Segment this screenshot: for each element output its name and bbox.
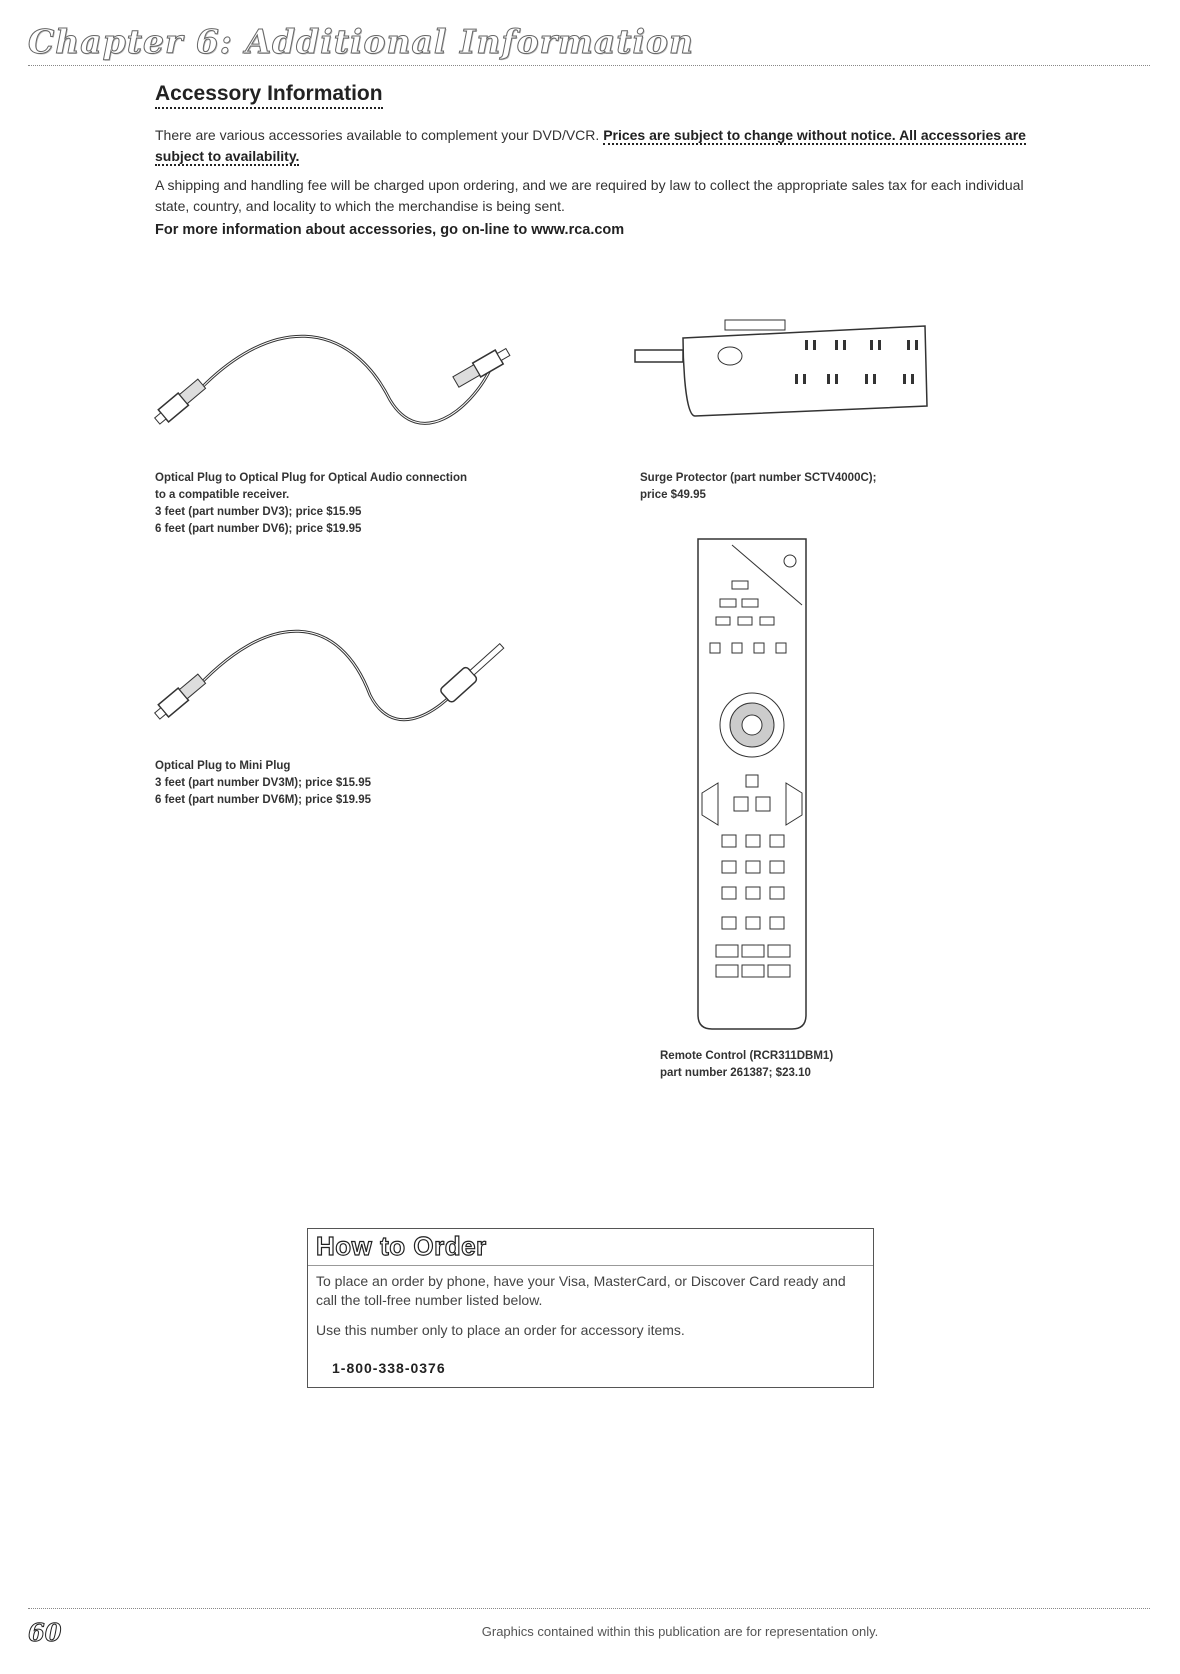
shipping-paragraph: A shipping and handling fee will be charged upon ordering, and we are required by law to collect the appropriate sales tax for each individual state, country, and locality to which the merchandise is being sent. xyxy=(155,177,1024,214)
mini-plug-3ft: 3 feet (part number DV3M); price $15.95 xyxy=(155,777,372,789)
surge-protector-illustration xyxy=(635,318,935,428)
order-note: Use this number only to place an order for accessory items. xyxy=(316,1322,685,1338)
mini-plug-title: Optical Plug to Mini Plug xyxy=(155,760,291,772)
order-instructions: To place an order by phone, have your Visa, MasterCard, or Discover Card ready and call the toll-free number listed below. xyxy=(316,1273,846,1308)
chapter-title: Chapter 6: Additional Information xyxy=(28,22,695,61)
footer-note: Graphics contained within this publication are for representation only. xyxy=(481,1624,879,1639)
mini-plug-cable-illustration xyxy=(150,615,530,735)
mini-plug-caption xyxy=(155,758,371,809)
intro-text: There are various accessories available to complement your DVD/VCR. xyxy=(155,127,604,143)
remote-control-caption xyxy=(660,1048,833,1082)
optical-cable-caption xyxy=(155,470,467,538)
how-to-order-title: How to Order xyxy=(316,1231,487,1261)
page-number: 60 xyxy=(28,1618,62,1647)
remote-control-part: part number 261387; $23.10 xyxy=(660,1067,811,1079)
order-phone-number: 1-800-338-0376 xyxy=(332,1360,446,1376)
optical-cable-title: Optical Plug to Optical Plug for Optical Audio connection xyxy=(155,472,467,484)
surge-protector-caption xyxy=(640,470,876,504)
remote-control-illustration xyxy=(692,535,812,1035)
availability-notice: Prices are subject to change without notice. All accessories are subject to availability. xyxy=(155,127,1026,164)
optical-cable-6ft: 6 feet (part number DV6); price $19.95 xyxy=(155,523,362,535)
remote-control-title: Remote Control (RCR311DBM1) xyxy=(660,1050,834,1062)
intro-paragraph xyxy=(155,125,1035,167)
section-heading: Accessory Information xyxy=(155,82,383,109)
mini-plug-6ft: 6 feet (part number DV6M); price $19.95 xyxy=(155,794,372,806)
how-to-order-box xyxy=(307,1228,874,1388)
order-divider xyxy=(308,1265,873,1266)
optical-cable-illustration xyxy=(150,330,540,450)
surge-protector-title: Surge Protector (part number SCTV4000C); xyxy=(640,472,877,484)
surge-protector-price: price $49.95 xyxy=(640,489,706,501)
optical-cable-3ft: 3 feet (part number DV3); price $15.95 xyxy=(155,506,362,518)
more-info-line: For more information about accessories, go on-line to www.rca.com xyxy=(155,222,625,238)
optical-cable-title-continued: to a compatible receiver. xyxy=(155,489,290,501)
footer-divider xyxy=(28,1608,1150,1609)
chapter-divider xyxy=(28,65,1150,66)
